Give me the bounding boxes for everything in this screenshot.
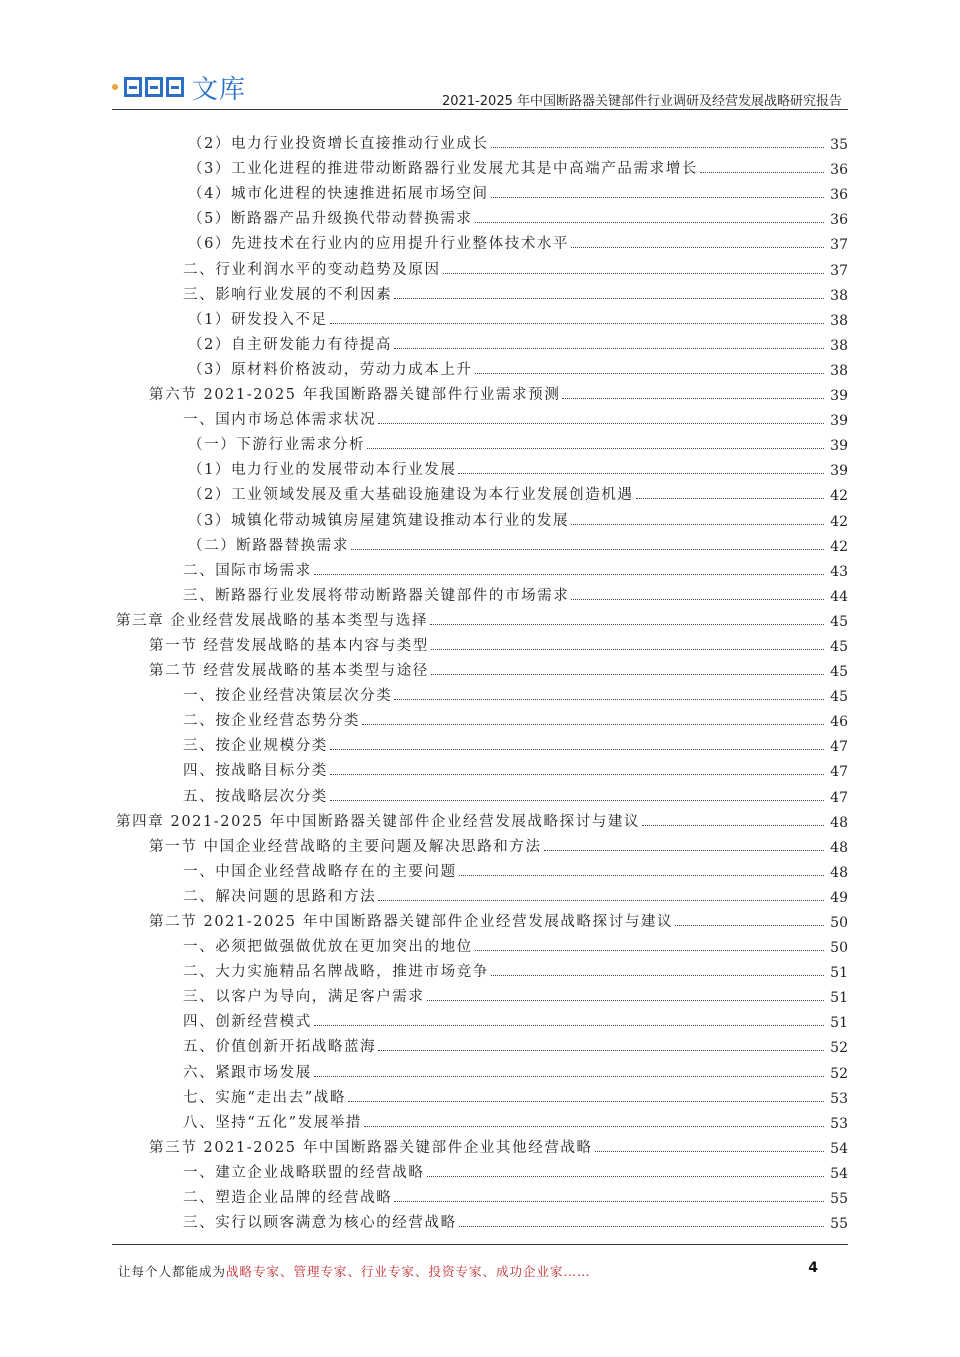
toc-entry[interactable]: [112, 279, 848, 304]
toc-dot-leader: [431, 674, 824, 675]
toc-dot-leader: [378, 900, 824, 901]
toc-entry[interactable]: [112, 1132, 848, 1157]
toc-entry-label: 第二节 2021-2025 年中国断路器关键部件企业经营发展战略探讨与建议: [149, 914, 674, 930]
toc-entry-page: 39: [830, 463, 848, 480]
toc-dot-leader: [459, 875, 824, 876]
toc-dot-leader: [364, 1126, 824, 1127]
toc-entry-label: 一、中国企业经营战略存在的主要问题: [183, 863, 457, 880]
toc-dot-leader: [394, 298, 824, 299]
toc-entry[interactable]: [112, 354, 848, 379]
toc-entry[interactable]: [112, 1107, 848, 1132]
toc-entry-label: （1）研发投入不足: [188, 311, 328, 328]
toc-entry[interactable]: [112, 1031, 848, 1056]
toc-entry[interactable]: [112, 755, 848, 780]
toc-entry-label: （二）断路器替换需求: [188, 537, 349, 554]
toc-entry-page: 50: [830, 940, 848, 957]
toc-dot-leader: [330, 749, 824, 750]
toc-entry-label: 三、断路器行业发展将带动断路器关键部件的市场需求: [183, 587, 570, 604]
report-title: 2021-2025 年中国断路器关键部件行业调研及经营发展战略研究报告: [442, 94, 842, 109]
toc-dot-leader: [430, 624, 824, 625]
toc-dot-leader: [394, 348, 824, 349]
toc-entry-page: 54: [830, 1165, 848, 1182]
toc-entry[interactable]: [112, 379, 848, 404]
toc-entry-label: 二、按企业经营态势分类: [183, 713, 361, 730]
toc-entry-page: 38: [830, 312, 848, 329]
toc-dot-leader: [675, 925, 824, 926]
footer-slogan-highlight: 战略专家、管理专家、行业专家、投资专家、成功企业家……: [226, 1264, 591, 1279]
toc-dot-leader: [700, 172, 824, 173]
toc-entry[interactable]: [112, 605, 848, 630]
toc-dot-leader: [458, 473, 824, 474]
toc-entry[interactable]: [112, 1082, 848, 1107]
toc-entry-page: 42: [830, 538, 848, 555]
toc-entry-page: 45: [830, 689, 848, 706]
toc-entry-label: 二、大力实施精品名牌战略，推进市场竞争: [183, 964, 489, 981]
toc-entry-page: 38: [830, 362, 848, 379]
toc-entry[interactable]: [112, 780, 848, 805]
toc-entry[interactable]: [112, 228, 848, 253]
logo-text: 文库: [192, 74, 247, 105]
toc-entry-label: 第二节 经营发展战略的基本类型与途径: [149, 663, 429, 680]
toc-entry[interactable]: [112, 981, 848, 1006]
toc-entry[interactable]: [112, 329, 848, 354]
toc-dot-leader: [475, 373, 824, 374]
toc-entry-page: 51: [830, 990, 848, 1007]
logo-mark-icon: [112, 77, 184, 97]
toc-entry[interactable]: [112, 253, 848, 278]
toc-dot-leader: [330, 774, 824, 775]
toc-entry-page: 51: [830, 1015, 848, 1032]
toc-entry[interactable]: [112, 831, 848, 856]
toc-dot-leader: [314, 1025, 824, 1026]
toc-entry[interactable]: [112, 555, 848, 580]
footer-slogan: [118, 1262, 591, 1280]
toc-entry[interactable]: [112, 178, 848, 203]
toc-entry-page: 48: [830, 814, 848, 831]
toc-entry-label: 三、以客户为导向，满足客户需求: [183, 989, 425, 1006]
toc-entry[interactable]: [112, 931, 848, 956]
toc-entry[interactable]: [112, 504, 848, 529]
toc-entry-label: （3）原材料价格波动，劳动力成本上升: [188, 361, 473, 378]
toc-entry[interactable]: [112, 454, 848, 479]
toc-dot-leader: [491, 147, 824, 148]
toc-entry-label: 四、创新经营模式: [183, 1014, 312, 1031]
toc-dot-leader: [636, 498, 824, 499]
toc-entry-page: 42: [830, 488, 848, 505]
toc-entry[interactable]: [112, 856, 848, 881]
toc-entry-label: 第六节 2021-2025 年我国断路器关键部件行业需求预测: [149, 387, 561, 404]
page-header: [112, 70, 848, 110]
toc-dot-leader: [314, 574, 824, 575]
toc-entry-label: 二、国际市场需求: [183, 562, 312, 579]
toc-entry-label: 第四章 2021-2025 年中国断路器关键部件企业经营发展战略探讨与建议: [116, 813, 641, 830]
toc-entry-page: 55: [830, 1216, 848, 1233]
toc-entry-page: 38: [830, 287, 848, 304]
toc-entry-label: 五、按战略层次分类: [183, 788, 328, 805]
toc-entry-page: 35: [830, 137, 848, 154]
toc-entry-page: 52: [830, 1040, 848, 1057]
toc-entry-page: 50: [830, 915, 848, 931]
toc-entry-label: （6）先进技术在行业内的应用提升行业整体技术水平: [188, 236, 570, 253]
toc-entry-page: 45: [830, 638, 848, 655]
toc-dot-leader: [378, 1050, 824, 1051]
toc-entry-page: 39: [830, 388, 848, 405]
toc-entry[interactable]: [112, 580, 848, 605]
toc-entry-label: （2）工业领域发展及重大基础设施建设为本行业发展创造机遇: [188, 487, 634, 504]
toc-dot-leader: [394, 699, 824, 700]
toc-entry-page: 55: [830, 1191, 848, 1208]
toc-entry-label: 二、行业利润水平的变动趋势及原因: [183, 261, 441, 278]
toc-dot-leader: [459, 1226, 824, 1227]
toc-entry-label: 一、建立企业战略联盟的经营战略: [183, 1164, 425, 1181]
toc-dot-leader: [427, 1000, 825, 1001]
toc-dot-leader: [595, 1151, 824, 1152]
toc-entry-page: 36: [830, 212, 848, 229]
toc-entry-page: 36: [830, 162, 848, 179]
toc-entry-label: 二、解决问题的思路和方法: [183, 888, 377, 905]
toc-entry-label: （1）电力行业的发展带动本行业发展: [188, 462, 457, 479]
toc-entry-label: 一、必须把做强做优放在更加突出的地位: [183, 939, 473, 956]
header-divider: [112, 109, 848, 110]
toc-entry-label: 三、实行以顾客满意为核心的经营战略: [183, 1215, 457, 1232]
toc-dot-leader: [571, 247, 824, 248]
toc-entry-page: 54: [830, 1140, 848, 1157]
toc-entry-page: 37: [830, 237, 848, 254]
toc-dot-leader: [330, 800, 824, 801]
toc-dot-leader: [394, 1201, 824, 1202]
toc-entry-page: 36: [830, 187, 848, 204]
toc-dot-leader: [348, 1101, 824, 1102]
toc-entry[interactable]: [112, 655, 848, 680]
toc-entry-page: 48: [830, 839, 848, 856]
toc-entry[interactable]: [112, 806, 848, 831]
toc-entry-label: （4）城市化进程的快速推进拓展市场空间: [188, 186, 489, 203]
table-of-contents: [112, 128, 848, 1232]
toc-entry[interactable]: [112, 479, 848, 504]
toc-entry-page: 47: [830, 789, 848, 806]
toc-dot-leader: [443, 273, 824, 274]
toc-dot-leader: [427, 1176, 825, 1177]
toc-entry-label: 八、坚持“五化”发展举措: [183, 1114, 363, 1131]
toc-entry[interactable]: [112, 1182, 848, 1207]
toc-entry-label: 六、紧跟市场发展: [183, 1064, 312, 1081]
toc-entry-label: （3）工业化进程的推进带动断路器行业发展尤其是中高端产品需求增长: [188, 161, 698, 178]
toc-entry-label: （2）电力行业投资增长直接推动行业成长: [188, 136, 489, 153]
toc-entry-label: 一、按企业经营决策层次分类: [183, 688, 393, 705]
toc-entry-page: 48: [830, 864, 848, 881]
toc-dot-leader: [314, 1076, 824, 1077]
toc-entry-label: 第三章 企业经营发展战略的基本类型与选择: [116, 612, 429, 629]
toc-entry-page: 49: [830, 889, 848, 906]
toc-entry[interactable]: [112, 530, 848, 555]
toc-entry[interactable]: [112, 404, 848, 429]
toc-entry[interactable]: [112, 730, 848, 755]
toc-entry[interactable]: [112, 881, 848, 906]
toc-entry-page: 42: [830, 513, 848, 530]
toc-dot-leader: [491, 197, 824, 198]
toc-entry-label: （一）下游行业需求分析: [188, 437, 366, 454]
toc-entry-label: （5）断路器产品升级换代带动替换需求: [188, 211, 473, 228]
toc-entry[interactable]: [112, 304, 848, 329]
toc-entry[interactable]: [112, 1056, 848, 1081]
toc-entry[interactable]: [112, 429, 848, 454]
toc-entry-label: 四、按战略目标分类: [183, 763, 328, 780]
toc-entry-label: 第三节 2021-2025 年中国断路器关键部件企业其他经营战略: [149, 1139, 593, 1156]
toc-entry[interactable]: [112, 705, 848, 730]
toc-dot-leader: [562, 398, 824, 399]
toc-dot-leader: [571, 524, 824, 525]
toc-dot-leader: [431, 649, 824, 650]
toc-entry-page: 47: [830, 764, 848, 781]
toc-entry[interactable]: [112, 906, 848, 931]
toc-entry-page: 46: [830, 714, 848, 731]
toc-entry-label: 二、塑造企业品牌的经营战略: [183, 1190, 393, 1207]
footer-divider: [112, 1244, 848, 1245]
toc-entry-label: （2）自主研发能力有待提高: [188, 336, 393, 353]
toc-entry-page: 37: [830, 262, 848, 279]
toc-entry-page: 39: [830, 438, 848, 455]
toc-entry[interactable]: [112, 630, 848, 655]
toc-entry-page: 45: [830, 613, 848, 630]
toc-entry[interactable]: [112, 203, 848, 228]
toc-entry[interactable]: [112, 1207, 848, 1232]
toc-dot-leader: [475, 222, 824, 223]
toc-entry-label: 第一节 经营发展战略的基本内容与类型: [149, 637, 429, 654]
toc-entry[interactable]: [112, 153, 848, 178]
toc-entry-label: 五、价值创新开拓战略蓝海: [183, 1039, 377, 1056]
toc-entry[interactable]: [112, 128, 848, 153]
toc-entry-page: 45: [830, 664, 848, 681]
toc-dot-leader: [571, 599, 824, 600]
toc-entry-label: 第一节 中国企业经营战略的主要问题及解决思路和方法: [149, 838, 542, 855]
toc-dot-leader: [330, 323, 824, 324]
page-number: 4: [808, 1260, 818, 1276]
logo: [112, 72, 247, 105]
toc-entry[interactable]: [112, 956, 848, 981]
toc-entry-label: （3）城镇化带动城镇房屋建筑建设推动本行业的发展: [188, 512, 570, 529]
toc-entry-label: 三、影响行业发展的不利因素: [183, 286, 393, 303]
toc-entry-page: 51: [830, 965, 848, 982]
footer-slogan-lead: 让每个人都能成为: [118, 1264, 227, 1279]
toc-entry-page: 47: [830, 739, 848, 756]
toc-dot-leader: [378, 423, 824, 424]
toc-dot-leader: [362, 724, 824, 725]
toc-entry[interactable]: [112, 1006, 848, 1031]
toc-entry-label: 三、按企业规模分类: [183, 738, 328, 755]
toc-dot-leader: [544, 850, 824, 851]
toc-entry-label: 一、国内市场总体需求状况: [183, 412, 377, 429]
toc-dot-leader: [367, 448, 824, 449]
toc-entry-page: 53: [830, 1090, 848, 1107]
toc-entry[interactable]: [112, 1157, 848, 1182]
toc-entry-page: 44: [830, 588, 848, 605]
toc-entry-page: 38: [830, 337, 848, 354]
toc-entry-page: 43: [830, 563, 848, 580]
toc-entry-page: 52: [830, 1065, 848, 1082]
toc-dot-leader: [491, 975, 824, 976]
toc-entry[interactable]: [112, 680, 848, 705]
toc-entry-label: 七、实施“走出去”战略: [183, 1089, 346, 1106]
toc-dot-leader: [351, 549, 824, 550]
toc-dot-leader: [475, 950, 824, 951]
toc-entry-page: 39: [830, 413, 848, 430]
toc-dot-leader: [642, 825, 824, 826]
toc-entry-page: 53: [830, 1115, 848, 1132]
